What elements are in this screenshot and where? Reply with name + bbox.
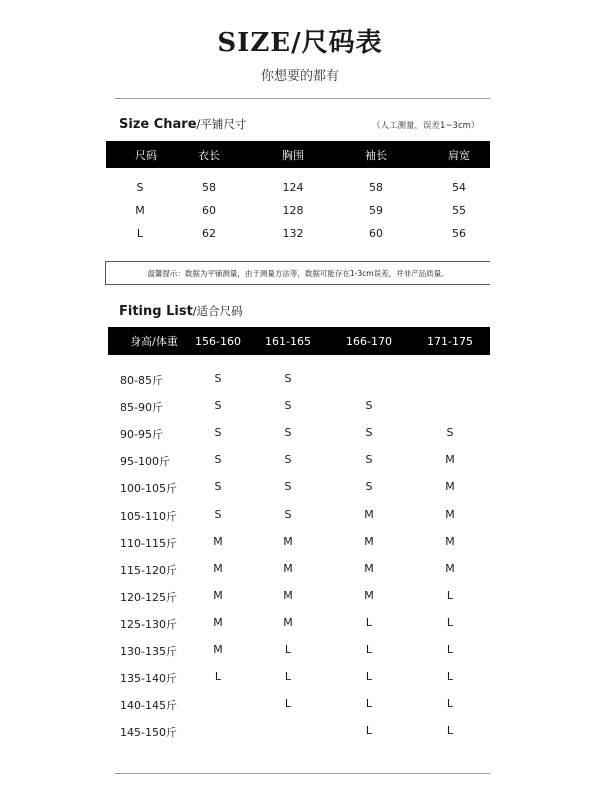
fitting-cell-size: S xyxy=(284,453,292,466)
fitting-cell-size: S xyxy=(284,508,292,521)
fitting-row-label: 115-120斤 xyxy=(120,564,177,577)
h166-170-col-header: 166-170 xyxy=(346,334,392,348)
fitting-cell-size: M xyxy=(213,535,223,548)
fitting-list-heading-rest: /适合尺码 xyxy=(192,304,243,318)
fitting-row-label: 120-125斤 xyxy=(120,591,177,604)
size-notice: 温馨提示：数据为平铺测量，由于测量方法等，数据可能存在1-3cm误差，并非产品质量。 xyxy=(105,261,490,285)
fitting-cell-size: S xyxy=(284,399,292,412)
fitting-row-label: 125-130斤 xyxy=(120,618,177,631)
fitting-cell-size: L xyxy=(446,670,454,683)
size-chart-cell-sleeve: 59 xyxy=(369,204,383,217)
fitting-cell-size: M xyxy=(213,562,223,575)
top-divider xyxy=(115,98,490,99)
size-chart-cell-length: 58 xyxy=(202,181,216,194)
fitting-cell-size: L xyxy=(284,697,292,710)
fitting-row-label: 145-150斤 xyxy=(120,726,177,739)
size-chart-cell-length: 60 xyxy=(202,204,216,217)
fitting-cell-size: M xyxy=(364,589,374,602)
fitting-cell-size: L xyxy=(446,643,454,656)
size-chart-heading-bold: Size Chare xyxy=(119,117,197,132)
fitting-cell-size: L xyxy=(284,670,292,683)
fitting-cell-size: S xyxy=(214,508,222,521)
fitting-cell-size: M xyxy=(213,589,223,602)
size-chart-cell-size: M xyxy=(135,204,145,217)
fitting-cell-size: M xyxy=(283,616,293,629)
fitting-cell-size: L xyxy=(365,724,373,737)
fitting-cell-size: S xyxy=(365,480,373,493)
fitting-cell-size: L xyxy=(446,697,454,710)
fitting-cell-size: M xyxy=(445,508,455,521)
bottom-divider xyxy=(115,773,490,774)
fitting-cell-size: L xyxy=(446,589,454,602)
fitting-row-label: 90-95斤 xyxy=(120,428,163,441)
fitting-cell-size: S xyxy=(365,453,373,466)
size-chart-heading xyxy=(119,116,246,132)
size-chart-cell-chest: 132 xyxy=(282,227,304,240)
fitting-row-label: 140-145斤 xyxy=(120,699,177,712)
size-chart-header-bar xyxy=(106,141,490,168)
size-chart-cell-chest: 124 xyxy=(282,181,304,194)
fitting-row-label: 105-110斤 xyxy=(120,510,177,523)
fitting-cell-size: L xyxy=(365,616,373,629)
fitting-row-label: 135-140斤 xyxy=(120,672,177,685)
fitting-cell-size: S xyxy=(284,480,292,493)
fitting-list-header-bar xyxy=(108,327,490,355)
fitting-row-label: 130-135斤 xyxy=(120,645,177,658)
fitting-cell-size: L xyxy=(214,670,222,683)
fitting-cell-size: M xyxy=(364,508,374,521)
fitting-row-label: 95-100斤 xyxy=(120,455,170,468)
fitting-cell-size: S xyxy=(365,426,373,439)
length-col-header: 衣长 xyxy=(198,148,220,162)
height-weight-col-header: 身高/体重 xyxy=(130,335,178,348)
fitting-list-heading-bold: Fiting List xyxy=(119,304,193,319)
measurement-note: （人工测量，误差1~3cm） xyxy=(372,121,480,131)
fitting-cell-size: L xyxy=(446,724,454,737)
size-chart-cell-length: 62 xyxy=(202,227,216,240)
chest-col-header: 胸围 xyxy=(282,148,304,162)
fitting-cell-size: L xyxy=(365,670,373,683)
h161-165-col-header: 161-165 xyxy=(265,334,311,348)
size-col-header: 尺码 xyxy=(135,148,157,162)
page-title: SIZE/尺码表 xyxy=(217,28,383,58)
size-chart-cell-size: L xyxy=(136,227,144,240)
fitting-cell-size: M xyxy=(445,562,455,575)
size-chart-cell-shoulder: 54 xyxy=(452,181,466,194)
fitting-cell-size: S xyxy=(446,426,454,439)
fitting-cell-size: M xyxy=(445,453,455,466)
size-chart-cell-sleeve: 60 xyxy=(369,227,383,240)
fitting-row-label: 100-105斤 xyxy=(120,482,177,495)
fitting-cell-size: M xyxy=(364,535,374,548)
h156-160-col-header: 156-160 xyxy=(195,334,241,348)
fitting-row-label: 85-90斤 xyxy=(120,401,163,414)
fitting-cell-size: S xyxy=(214,453,222,466)
size-chart-cell-shoulder: 55 xyxy=(452,204,466,217)
fitting-cell-size: L xyxy=(446,616,454,629)
fitting-cell-size: S xyxy=(214,372,222,385)
fitting-list-heading xyxy=(119,303,243,319)
fitting-cell-size: S xyxy=(214,426,222,439)
fitting-cell-size: S xyxy=(284,426,292,439)
fitting-row-label: 80-85斤 xyxy=(120,374,163,387)
size-chart-cell-size: S xyxy=(136,181,144,194)
fitting-cell-size: S xyxy=(214,480,222,493)
fitting-cell-size: M xyxy=(283,562,293,575)
shoulder-col-header: 肩宽 xyxy=(448,148,470,162)
size-chart-cell-sleeve: 58 xyxy=(369,181,383,194)
fitting-cell-size: M xyxy=(445,535,455,548)
fitting-row-label: 110-115斤 xyxy=(120,537,177,550)
fitting-cell-size: M xyxy=(445,480,455,493)
size-chart-cell-chest: 128 xyxy=(282,204,304,217)
fitting-cell-size: S xyxy=(365,399,373,412)
fitting-cell-size: L xyxy=(284,643,292,656)
h171-175-col-header: 171-175 xyxy=(427,334,473,348)
size-chart-heading-rest: /平铺尺寸 xyxy=(196,117,247,131)
fitting-cell-size: M xyxy=(364,562,374,575)
fitting-cell-size: M xyxy=(213,616,223,629)
sleeve-col-header: 袖长 xyxy=(365,148,387,162)
fitting-cell-size: M xyxy=(213,643,223,656)
fitting-cell-size: S xyxy=(284,372,292,385)
page-subtitle: 你想要的都有 xyxy=(260,69,339,84)
fitting-cell-size: L xyxy=(365,643,373,656)
fitting-cell-size: M xyxy=(283,535,293,548)
fitting-cell-size: L xyxy=(365,697,373,710)
fitting-cell-size: S xyxy=(214,399,222,412)
size-chart-cell-shoulder: 56 xyxy=(452,227,466,240)
fitting-cell-size: M xyxy=(283,589,293,602)
